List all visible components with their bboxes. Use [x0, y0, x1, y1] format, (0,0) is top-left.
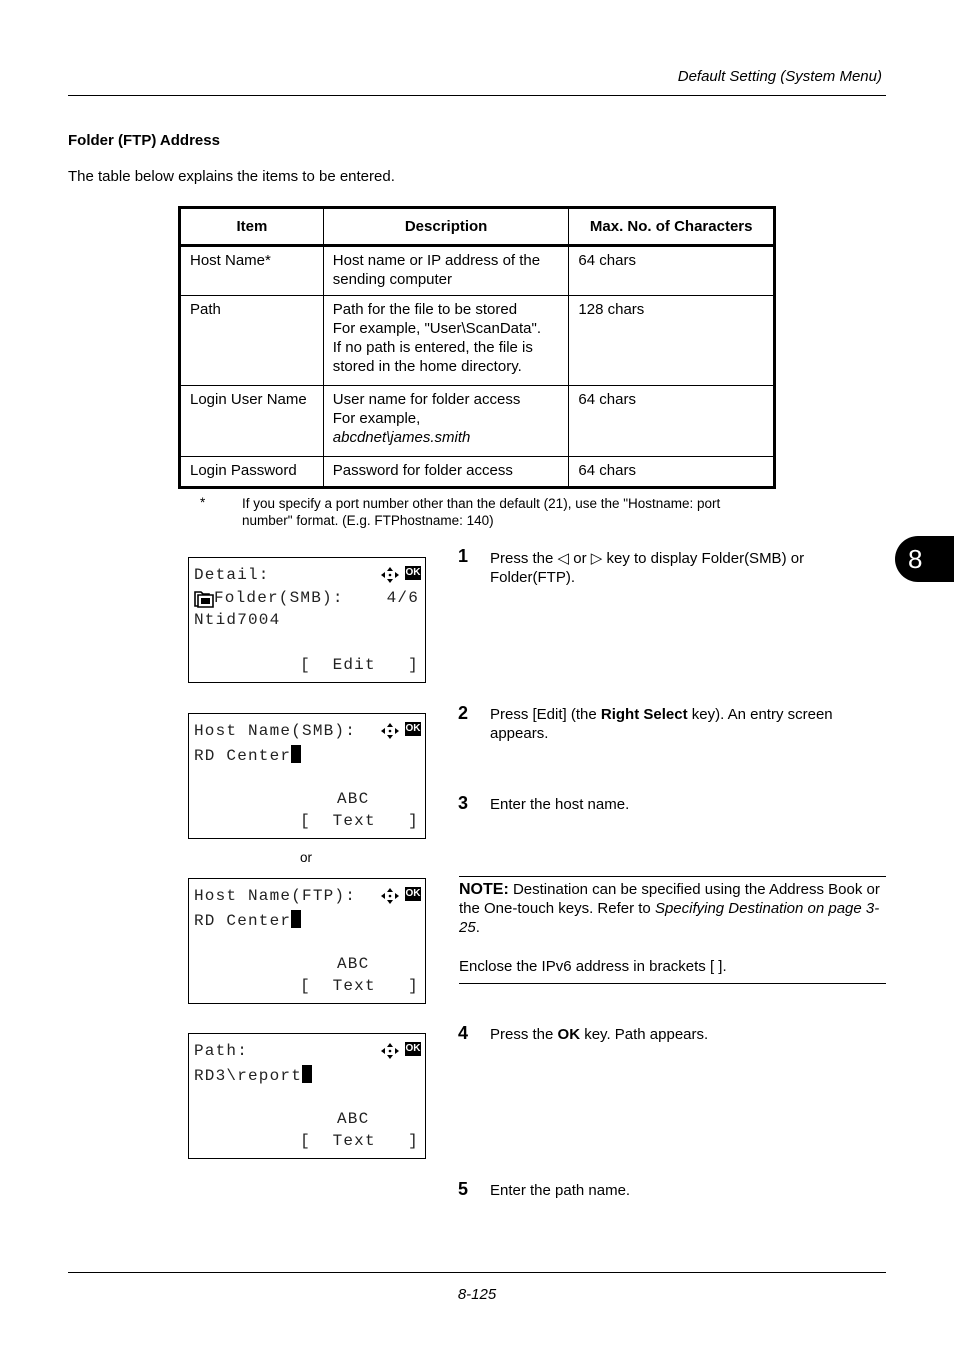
- cell-max: 64 chars: [569, 386, 775, 457]
- step-key-name: Right Select: [600, 706, 688, 723]
- lcd-input-line[interactable]: [194, 1065, 312, 1085]
- lcd-softkey-text[interactable]: [ Text ]: [300, 812, 419, 830]
- lcd-input-mode: ABC: [337, 790, 370, 808]
- header-rule: [68, 95, 886, 96]
- lcd-input-value: RD Center: [194, 912, 292, 930]
- intro-text: The table below explains the items to be entered.: [68, 168, 395, 185]
- step-key-name: OK: [557, 1026, 581, 1043]
- description-line: For example,: [332, 410, 421, 427]
- table-row: [180, 246, 775, 296]
- text-cursor-icon: [291, 745, 301, 763]
- cell-item: Login User Name: [180, 386, 324, 457]
- description-line: Host name or IP address of the sending computer: [332, 252, 541, 288]
- step-text: [490, 1025, 708, 1044]
- lcd-screen-host-name-smb: [188, 713, 426, 839]
- ok-icon: OK: [405, 1043, 421, 1054]
- or-label: or: [300, 850, 313, 865]
- column-header-max-chars: Max. No. of Characters: [569, 208, 775, 246]
- table-header-row: [180, 208, 775, 246]
- cell-item: Path: [180, 296, 324, 386]
- lcd-screen-path: [188, 1033, 426, 1159]
- note-bottom-rule: [459, 983, 886, 984]
- lcd-screen-detail: [188, 557, 426, 683]
- note-ipv6: Enclose the IPv6 address in brackets [ ].: [459, 958, 727, 975]
- lcd-line-2: Folder(SMB):: [214, 589, 344, 607]
- ok-icon: OK: [405, 888, 421, 899]
- cell-description: [323, 457, 569, 488]
- footnote-text: If you specify a port number other than the default (21), use the "Hostname: port number" format. (E.g. FTPhostname: 140): [242, 496, 721, 528]
- step-text-part: key to display Folder(SMB) or Folder(FTP).: [490, 550, 805, 586]
- lcd-input-value: RD Center: [194, 747, 292, 765]
- text-cursor-icon: [302, 1065, 312, 1083]
- lcd-input-line[interactable]: [194, 745, 301, 765]
- running-header: Default Setting (System Menu): [677, 68, 882, 85]
- folder-icon: [194, 588, 214, 608]
- cell-description: [323, 246, 569, 296]
- section-title: Folder (FTP) Address: [68, 132, 220, 149]
- lcd-softkey-text[interactable]: [ Text ]: [300, 977, 419, 995]
- lcd-line-1: Path:: [194, 1042, 249, 1060]
- ok-icon: OK: [405, 567, 421, 578]
- step-text-part: key. Path appears.: [584, 1026, 709, 1043]
- left-arrow-key-icon: ◁: [557, 550, 570, 567]
- table-row: [180, 296, 775, 386]
- footnote-mark: *: [200, 495, 206, 510]
- column-header-item: Item: [180, 208, 324, 246]
- step-number: 1: [458, 546, 469, 566]
- step-text: [490, 549, 870, 587]
- four-way-arrows-icon: [380, 888, 400, 904]
- note-paragraph: [459, 880, 885, 937]
- description-line: Path for the file to be stored: [332, 301, 518, 318]
- lcd-input-line[interactable]: [194, 910, 301, 930]
- step-number: 2: [458, 703, 469, 723]
- step-text-part: Press the: [490, 1026, 554, 1043]
- lcd-softkey-text[interactable]: [ Text ]: [300, 1132, 419, 1150]
- right-arrow-key-icon: ▷: [590, 550, 603, 567]
- step-text: Enter the path name.: [490, 1182, 631, 1199]
- footer-rule: [68, 1272, 886, 1273]
- step-text-part: Press [Edit] (the: [490, 706, 597, 723]
- lcd-input-value: RD3\report: [194, 1067, 303, 1085]
- cell-max: 128 chars: [569, 296, 775, 386]
- description-line: Password for folder access: [332, 462, 513, 479]
- note-text: Destination can be specified using the Address Book or the One-touch keys. Refer to: [459, 881, 880, 917]
- step-number: 4: [458, 1023, 469, 1043]
- cell-max: 64 chars: [569, 457, 775, 488]
- cell-item: Login Password: [180, 457, 324, 488]
- note-reference-link[interactable]: Specifying Destination on page 3-25: [459, 900, 880, 936]
- lcd-line-1: Host Name(SMB):: [194, 722, 357, 740]
- step-text-part: Press the: [490, 550, 554, 567]
- description-line: For example, "User\ScanData".: [332, 320, 541, 337]
- step-text-part: or: [573, 550, 587, 567]
- items-table: [178, 206, 776, 489]
- lcd-line-3: Ntid7004: [194, 611, 281, 629]
- cell-description: [323, 386, 569, 457]
- step-number: 3: [458, 793, 469, 813]
- page-number: 8-125: [457, 1286, 497, 1303]
- step-number: 5: [458, 1179, 469, 1199]
- step-text: Enter the host name.: [490, 796, 630, 813]
- note-label: NOTE:: [459, 881, 509, 898]
- lcd-input-mode: ABC: [337, 1110, 370, 1128]
- lcd-softkey-edit[interactable]: [ Edit ]: [300, 656, 419, 674]
- lcd-line-1: Detail:: [194, 566, 270, 584]
- description-line: User name for folder access: [332, 391, 521, 408]
- step-text: [490, 705, 880, 743]
- description-line: If no path is entered, the file is stored in the home directory.: [332, 339, 533, 375]
- lcd-screen-host-name-ftp: [188, 878, 426, 1004]
- table-row: [180, 386, 775, 457]
- four-way-arrows-icon: [380, 1043, 400, 1059]
- cell-item: Host Name*: [180, 246, 324, 296]
- lcd-input-mode: ABC: [337, 955, 370, 973]
- chapter-tab: 8: [895, 536, 954, 582]
- column-header-description: Description: [323, 208, 569, 246]
- table-row: [180, 457, 775, 488]
- step-text-part: key). An entry screen appears.: [490, 706, 833, 742]
- lcd-page-counter: 4/6: [386, 589, 419, 607]
- ok-icon: OK: [405, 723, 421, 734]
- text-cursor-icon: [291, 910, 301, 928]
- lcd-line-1: Host Name(FTP):: [194, 887, 357, 905]
- four-way-arrows-icon: [380, 723, 400, 739]
- four-way-arrows-icon: [380, 567, 400, 583]
- note-text-end: .: [475, 919, 480, 936]
- cell-description: [323, 296, 569, 386]
- cell-max: 64 chars: [569, 246, 775, 296]
- note-box: [459, 880, 885, 976]
- description-example: abcdnet\james.smith: [332, 429, 471, 446]
- note-top-rule: [459, 876, 886, 877]
